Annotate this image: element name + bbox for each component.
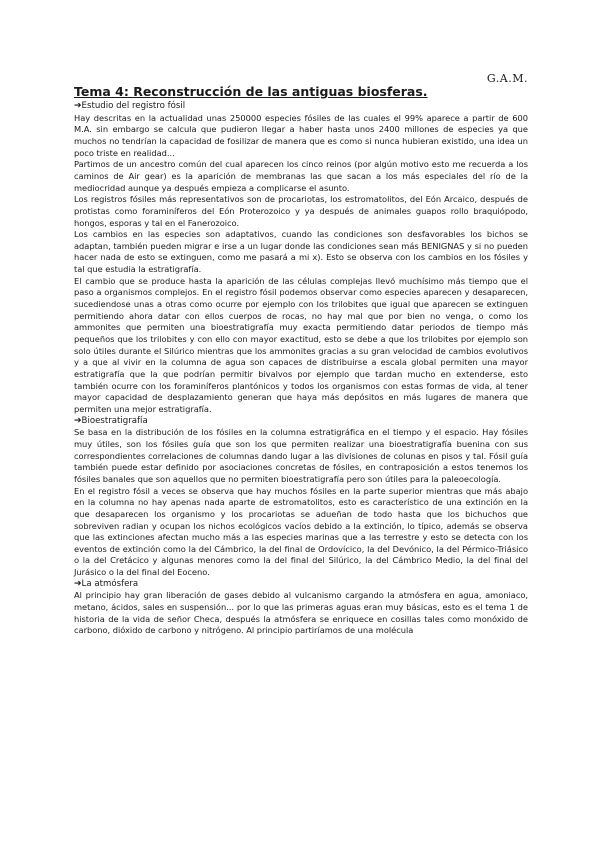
author-initials: G.A.M. [486,72,528,85]
section-heading: ➔La atmósfera [74,578,139,589]
page-title: Tema 4: Reconstrucción de las antiguas biosferas. [74,84,428,99]
arrow-right-icon: ➔ [74,415,82,426]
section-atmosfera [74,579,528,637]
paragraph: Los registros fósiles más representativos son de procariotas, los estromatolitos, del Eón Arcaico, después de protistas como foraminíferos del Eón Proterozoico y ya después de animales guapos rollo braquiópodo, hongos, esporas y tal en el Fanerozoico. [74,194,528,228]
section-heading: ➔Estudio del registro fósil [74,101,186,111]
paragraph: Hay descritas en la actualidad unas 250000 especies fósiles de las cuales el 99% aparece a partir de 600 M.A. sin embargo se calcula que pudieron llegar a haber hasta unos 2400 millones de especies ya que muchos no tendrían la capacidad de fosilizar de manera que es como si nunca hubieran existido, una idea un poco triste en realidad... [74,112,528,158]
document-page [74,70,528,637]
section-registro-fosil [74,101,528,416]
section-heading: ➔Bioestratigrafía [74,415,148,426]
paragraph: El cambio que se produce hasta la aparición de las células complejas llevó muchísimo más tiempo que el paso a organismos complejos. En el registro fósil podemos observar como especies aparecen y desaparecen, sucediendose unas a otras como ocurre por ejemplo con los trilobites que igual que aparecen se extinguen permitiendo ahora datar con ellos cuerpos de rocas, no hay mal que por bien no venga, o como los ammonites que permiten una bioestratigrafía muy exacta permitiendo datar periodos de tiempo más pequeños que los trilobites y con ello con mayor exactitud, esto se debe a que los trilobites por ejemplo son solo útiles durante el Silúrico mientras que los ammonites gracias a su gran velocidad de cambios evolutivos y a que al vivir en la columna de agua son capaces de distribuirse a escala global permiten una mayor estratigrafía que la que podrían permitir bivalvos por ejemplo que tardan mucho en extenderse, esto también ocurre con los foraminíferos plantónicos y todos los organismos con estas formas de vida, al tener mayor capacidad de desplazamiento generan que haya más depósitos en más lugares de manera que permiten una mejor estratigrafía. [74,275,528,414]
paragraph: En el registro fósil a veces se observa que hay muchos fósiles en la parte superior mientras que más abajo en la columna no hay apenas nada aparte de estromatolitos, esto es característico de una extinción en la que desaparecen los organismo y los procariotas se adueñan de todo hasta que los bichuchos que sobreviven radian y ocupan los nichos ecológicos vacíos debido a la extinción, lo típico, además se observa que las extinciones afectan mucho más a las especies marinas que a las terrestre y esto se detecta con los eventos de extinción como la del Cámbrico, la del final de Ordovícico, la del Devónico, la del Pérmico-Triásico o la del Cretácico y algunas menores como la del final del Silúrico, la del Cámbrico Medio, la del final del Jurásico o la del final del Eoceno. [74,485,528,578]
paragraph: Al principio hay gran liberación de gases debido al vulcanismo cargando la atmósfera en agua, amoniaco, metano, ácidos, sales en suspensión... por lo que las primeras aguas eran muy básicas, esto es el tema 1 de historia de la vida de señor Checa, después la atmósfera se enriquece en cosillas tales como monóxido de carbono, dióxido de carbono y nitrógeno. Al principio partiríamos de una molécula [74,590,528,636]
paragraph: Los cambios en las especies son adaptativos, cuando las condiciones son desfavorables los bichos se adaptan, también pueden migrar e irse a un lugar donde las condiciones sean más BENIGNAS y si no pueden hacer nada de esto se extinguen, como me pasará a mi x). Esto se observa con los cambios en los fósiles y tal que estudia la estratigrafía. [74,229,528,275]
arrow-right-icon: ➔ [74,101,82,111]
section-bioestratigrafia [74,416,528,579]
paragraph: Se basa en la distribución de los fósiles en la columna estratigráfica en el tiempo y el espacio. Hay fósiles muy útiles, son los fósiles guía que son los que permiten realizar una bioestratigrafía buenina con sus correspondientes correlaciones de columnas dando lugar a las divisiones de colunas en pisos y tal. Fósil guía también puede estar definido por asociaciones concretas de fósiles, en contraposición a estos tenemos los fósiles banales que son aquellos que no permiten bioestratigrafía pero son útiles para la paleoecología. [74,427,528,484]
arrow-right-icon: ➔ [74,578,82,589]
paragraph: Partimos de un ancestro común del cual aparecen los cinco reinos (por algún motivo esto me recuerda a los caminos de Air gear) es la aparición de membranas las que sacan a los más especiales del río de la mediocridad aunque ya después empieza a complicarse el asunto. [74,159,528,193]
